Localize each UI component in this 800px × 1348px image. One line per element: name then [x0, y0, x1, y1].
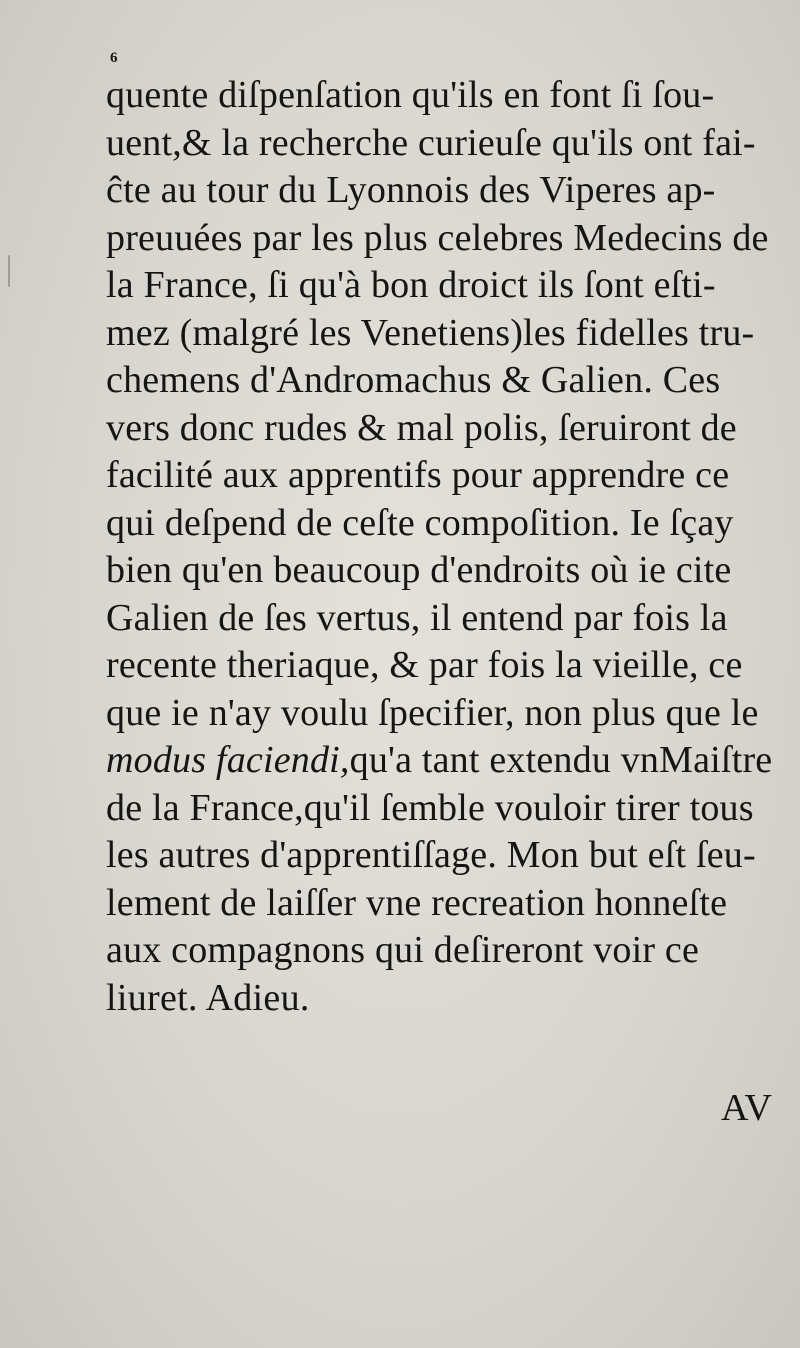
text-line: facilité aux apprentifs pour apprendre ce: [106, 454, 730, 496]
page-number: 6: [110, 50, 118, 66]
body-text: [106, 72, 796, 1022]
text-line: vers donc rudes & mal polis, ſeruiront de: [106, 406, 737, 449]
text-line: que ie n'ay voulu ſpecifier, non plus que le: [106, 691, 759, 734]
text-line: uent,& la recherche curieuſe qu'ils ont fai-: [106, 121, 756, 164]
text-line: de la France,qu'il ſemble vouloir tirer tous: [106, 786, 754, 829]
text-line: bien qu'en beaucoup d'endroits où ie cite: [106, 549, 732, 591]
text-line: ĉte au tour du Lyonnois des Viperes ap-: [106, 169, 716, 211]
bleed-through-top: [90, 30, 800, 78]
text-line: preuuées par les plus celebres Medecins de: [106, 216, 769, 259]
text-line-final: liuret. Adieu.: [106, 976, 310, 1019]
page-edge-mark: [8, 255, 10, 287]
text-line: mez (malgré les Venetiens)les fidelles tru-: [106, 311, 755, 354]
text-line: quente diſpenſation qu'ils en font ſi ſou-: [106, 74, 715, 116]
text-line: chemens d'Andromachus & Galien. Ces: [106, 359, 721, 401]
text-line: qui deſpend de ceſte compoſition. Ie ſçay: [106, 501, 734, 544]
latin-phrase: modus faciendi,: [106, 739, 350, 781]
text-line: les autres d'apprentiſſage. Mon but eſt ſeu-: [106, 834, 756, 876]
text-line-mixed: [106, 737, 796, 785]
text-line: aux compagnons qui deſireront voir ce: [106, 929, 700, 971]
text-line: Galien de ſes vertus, il entend par fois la: [106, 596, 728, 639]
text-line: lement de laiſſer vne recreation honneſte: [106, 881, 728, 924]
text-line: la France, ſi qu'à bon droict ils ſont eſti-: [106, 264, 716, 306]
catchword: AV: [721, 1087, 773, 1129]
text-fragment: qu'a tant extendu vnMaiſtre: [349, 739, 773, 781]
text-line: recente theriaque, & par fois la vieille, ce: [106, 644, 743, 686]
